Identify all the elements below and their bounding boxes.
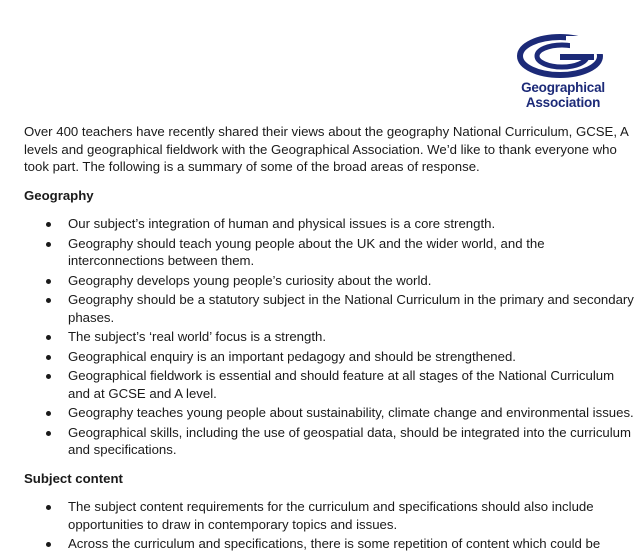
bullet-icon [46,431,51,436]
globe-icon [514,34,606,80]
list-item-text: The subject content requirements for the curriculum and specifications should also include opportunities to draw in contemporary topics and issues. [68,499,594,532]
list-item-text: Geographical fieldwork is essential and should feature at all stages of the National Curriculum and at GCSE and A level. [68,368,615,401]
list-item [24,235,634,270]
bullet-icon [46,542,51,547]
subject-content-bullet-list [24,498,634,553]
logo-line-2: Association [525,95,601,110]
list-item-text: Our subject’s integration of human and physical issues is a core strength. [68,216,496,231]
section-heading-geography: Geography [24,187,94,203]
bullet-icon [46,242,51,247]
bullet-icon [46,411,51,416]
bullet-icon [46,374,51,379]
logo-wordmark [518,80,608,110]
list-item-text: Geography should be a statutory subject in the National Curriculum in the primary and secondary phases. [68,292,634,325]
list-item [24,328,634,346]
bullet-icon [46,298,51,303]
list-item [24,272,634,290]
list-item [24,348,634,366]
list-item [24,215,634,233]
bullet-icon [46,355,51,360]
section-heading-subject-content: Subject content [24,470,123,486]
list-item [24,291,634,326]
list-item-text: Across the curriculum and specifications, there is some repetition of content which could be [68,536,601,551]
bullet-icon [46,222,51,227]
document-body [24,123,634,555]
bullet-icon [46,505,51,510]
list-item-text: Geography teaches young people about sustainability, climate change and environmental issues. [68,405,634,420]
bullet-icon [46,335,51,340]
bullet-icon [46,279,51,284]
geography-bullet-list [24,215,634,459]
list-item-text: Geography develops young people’s curiosity about the world. [68,272,432,288]
list-item-text: Geographical skills, including the use of geospatial data, should be integrated into the curriculum and specifications. [68,424,632,457]
list-item-text: The subject’s ‘real world’ focus is a strength. [68,329,327,344]
list-item [24,404,634,422]
list-item [24,498,634,533]
list-item [24,367,634,402]
intro-paragraph: Over 400 teachers have recently shared their views about the geography National Curriculum, GCSE, A levels and geographical fieldwork with the Geographical Association. We’d like to thank everyone who took part. The following is a summary of some of the broad areas of response. [24,124,629,174]
geographical-association-logo [514,34,606,110]
list-item [24,535,634,553]
list-item-text: Geographical enquiry is an important pedagogy and should be strengthened. [68,348,516,364]
list-item-text: Geography should teach young people about the UK and the wider world, and the interconnections between them. [68,235,545,268]
logo-line-1: Geographical [521,80,605,95]
list-item [24,424,634,459]
